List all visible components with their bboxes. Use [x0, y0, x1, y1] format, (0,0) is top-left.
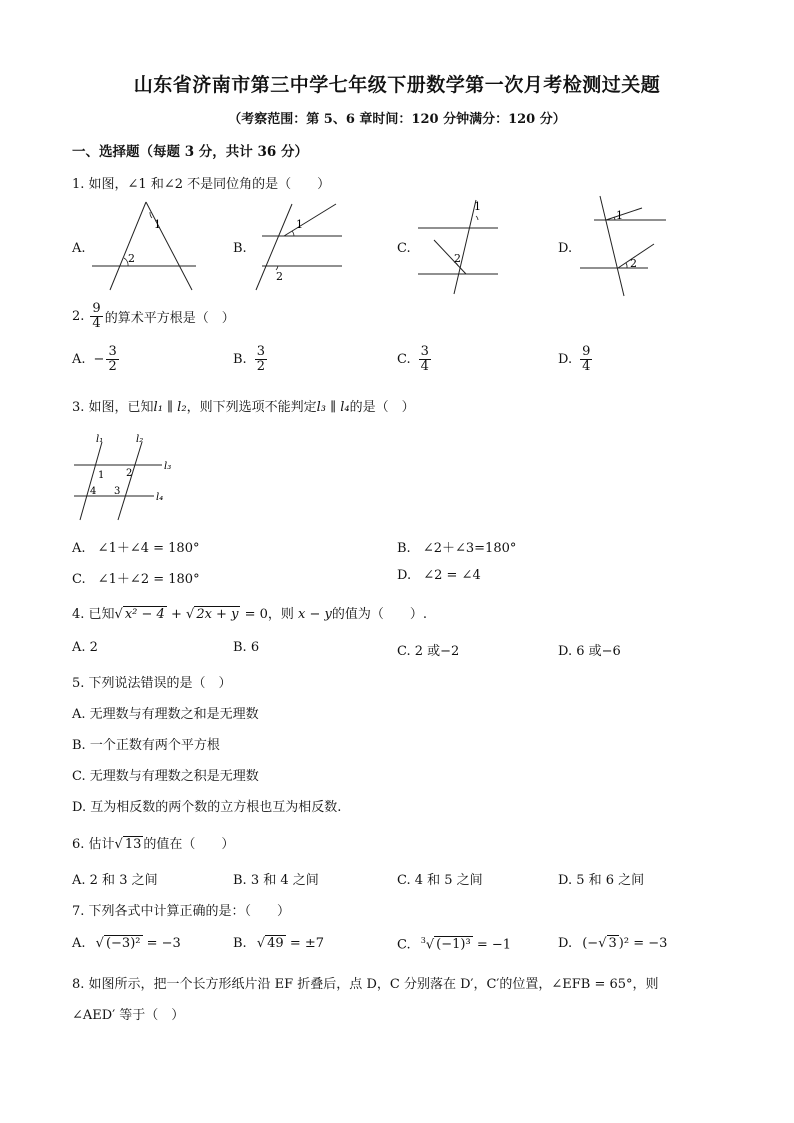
q6-option-d: D. 5 和 6 之间 — [558, 873, 645, 888]
q4-expr: x − y — [298, 607, 332, 622]
q2-option-a-label: A. — [72, 351, 86, 367]
q1d-angle-1: 1 — [616, 209, 623, 222]
sqrt-symbol-icon: √ — [114, 607, 123, 622]
q2-option-c — [397, 345, 433, 373]
q1-option-b-label: B. — [233, 241, 247, 256]
q2-option-d-label: D. — [558, 351, 573, 367]
sqrt-symbol-icon: √ — [186, 607, 195, 622]
q3-angle-3: 3 — [114, 486, 121, 497]
q1-option-a-label: A. — [72, 241, 86, 256]
q3-option-d-label: D. — [397, 568, 412, 583]
q2-option-a-num: 3 — [108, 344, 117, 359]
q3-stem-e: 的是（ ） — [349, 400, 415, 415]
q3-label-l1: l₁ — [96, 434, 104, 445]
q1b-angle-2: 2 — [276, 270, 283, 283]
q3-stem-b: l₁ ∥ l₂ — [153, 400, 187, 415]
question-2-stem — [72, 302, 235, 330]
q7-option-a-tail: = −3 — [146, 936, 181, 951]
q7-option-c-radicand: (−1)³ — [436, 937, 471, 953]
q2-stem-tail: 的算术平方根是（ ） — [104, 310, 235, 326]
q7-option-b-label: B. — [233, 936, 247, 951]
q3-angle-4: 4 — [90, 486, 97, 497]
question-5-stem: 5. 下列说法错误的是（ ） — [72, 676, 232, 691]
q4-option-b: B. 6 — [233, 640, 260, 655]
q5-option-d: D. 互为相反数的两个数的立方根也互为相反数. — [72, 800, 342, 815]
q1a-angle-1: 1 — [154, 218, 161, 231]
q3-angle-1: 1 — [98, 470, 105, 481]
q2-option-b-label: B. — [233, 351, 247, 367]
q2-option-c-fraction — [419, 345, 431, 373]
q2-option-b-den: 2 — [256, 358, 265, 374]
q2-fraction-numerator: 9 — [92, 301, 101, 316]
q2-option-d — [558, 345, 594, 373]
q3-option-c-text: ∠1＋∠2 = 180° — [97, 572, 200, 587]
sqrt-symbol-icon: √ — [256, 936, 266, 951]
q3-stem-c: ，则下列选项不能判定 — [186, 400, 317, 415]
q7-option-d-tail: )² = −3 — [618, 936, 668, 951]
q7-option-b-radicand: 49 — [267, 936, 284, 951]
q4-eq: = 0，则 — [244, 607, 294, 622]
q1b-angle-1: 1 — [296, 218, 303, 231]
q2-option-c-label: C. — [397, 351, 411, 367]
question-7-stem: 7. 下列各式中计算正确的是：（ ） — [72, 904, 291, 919]
question-8-line-2: ∠AED′ 等于（ ） — [72, 1008, 185, 1023]
q6-stem-a: 6. 估计 — [72, 837, 115, 852]
question-3-stem — [72, 396, 415, 415]
q7-option-c-tail: = −1 — [476, 937, 512, 953]
q3-option-d-text: ∠2 = ∠4 — [423, 568, 481, 583]
q3-stem-d: l₃ ∥ l₄ — [316, 400, 350, 415]
q4-option-c: C. 2 或−2 — [397, 644, 460, 659]
q2-fraction-denominator: 4 — [92, 315, 101, 331]
q6-option-a: A. 2 和 3 之间 — [72, 873, 158, 888]
q4-stem-b: 的值为（ ）. — [331, 607, 427, 622]
q6-option-b: B. 3 和 4 之间 — [233, 873, 319, 888]
q7-option-d — [558, 936, 667, 951]
q1a-angle-2: 2 — [128, 252, 135, 265]
question-1-stem: 1. 如图，∠1 和∠2 不是同位角的是（ ） — [72, 177, 331, 192]
q1-figure-d — [576, 192, 672, 298]
q3-label-l2: l₂ — [136, 434, 144, 445]
q7-option-a-radicand: (−3)² — [105, 936, 141, 951]
question-6-stem — [72, 833, 234, 852]
q3-label-l4: l₄ — [156, 492, 164, 503]
q7-option-c-index: 3 — [420, 936, 426, 945]
question-4-stem — [72, 603, 427, 622]
q1c-angle-2: 2 — [454, 252, 461, 265]
q2-option-b-num: 3 — [256, 344, 265, 359]
q1-figure-b — [250, 200, 350, 296]
q3-option-b — [397, 537, 516, 556]
q3-option-c — [72, 568, 200, 587]
q3-option-b-text: ∠2＋∠3=180° — [422, 541, 517, 556]
q2-option-d-num: 9 — [582, 344, 591, 359]
q3-label-l3: l₃ — [164, 461, 172, 472]
q7-option-d-radicand: 3 — [608, 936, 617, 951]
q2-option-b — [233, 345, 269, 373]
q4-radicand-2: 2x + y — [196, 607, 239, 622]
q1-option-c-label: C. — [397, 241, 411, 256]
q7-option-a-label: A. — [72, 936, 86, 951]
q1-figure-a — [88, 198, 200, 294]
q4-radicand-1: x² − 4 — [124, 607, 165, 622]
q7-option-a — [72, 936, 181, 951]
q2-option-a-fraction — [106, 345, 118, 373]
q4-option-d: D. 6 或−6 — [558, 644, 621, 659]
page-subtitle: （考察范围：第 5、6 章时间：120 分钟满分：120 分） — [228, 112, 566, 127]
q2-option-a-sign: − — [93, 351, 105, 367]
q6-option-c: C. 4 和 5 之间 — [397, 873, 483, 888]
q6-radicand: 13 — [124, 837, 142, 852]
q7-option-d-label: D. — [558, 936, 573, 951]
cbrt-symbol-icon: √ — [425, 937, 435, 953]
q2-option-a — [72, 345, 121, 373]
q3-option-c-label: C. — [72, 572, 86, 587]
q1c-angle-1: 1 — [474, 200, 481, 213]
q3-option-a-label: A. — [72, 541, 86, 556]
q3-option-a-text: ∠1＋∠4 = 180° — [97, 541, 200, 556]
q3-option-b-label: B. — [397, 541, 411, 556]
q7-option-b-tail: = ±7 — [289, 936, 325, 951]
q7-option-c-label: C. — [397, 937, 411, 953]
q2-option-d-den: 4 — [582, 358, 591, 374]
page-title: 山东省济南市第三中学七年级下册数学第一次月考检测过关题 — [133, 74, 661, 96]
q5-option-c: C. 无理数与有理数之积是无理数 — [72, 769, 259, 784]
q5-option-a: A. 无理数与有理数之和是无理数 — [72, 707, 259, 722]
q1-option-d-label: D. — [558, 241, 573, 256]
q1d-angle-2: 2 — [630, 257, 637, 270]
q3-figure — [70, 432, 180, 522]
q2-option-b-fraction — [255, 345, 267, 373]
sqrt-symbol-icon: √ — [95, 936, 104, 951]
q1-figure-c — [414, 196, 504, 296]
q3-option-d — [397, 568, 481, 583]
question-8-line-1: 8. 如图所示，把一个长方形纸片沿 EF 折叠后，点 D，C 分别落在 D′，C′的位置，∠EFB = 65°，则 — [72, 977, 659, 992]
q3-option-a — [72, 537, 199, 556]
q6-stem-b: 的值在（ ） — [143, 837, 235, 852]
q2-option-d-fraction — [580, 345, 592, 373]
q4-stem-a: 4. 已知 — [72, 607, 115, 622]
q2-option-a-den: 2 — [108, 358, 117, 374]
q2-option-c-num: 3 — [420, 344, 429, 359]
q2-number: 2. — [72, 308, 85, 324]
q3-angle-2: 2 — [126, 468, 133, 479]
q7-option-b — [233, 936, 324, 951]
sqrt-symbol-icon: √ — [114, 837, 123, 852]
q7-option-c — [397, 936, 511, 952]
q4-option-a: A. 2 — [72, 640, 98, 655]
q4-plus: + — [170, 607, 182, 622]
q3-stem-a: 3. 如图，已知 — [72, 400, 154, 415]
sqrt-symbol-icon: √ — [598, 936, 607, 951]
q5-option-b: B. 一个正数有两个平方根 — [72, 738, 220, 753]
q2-fraction — [90, 302, 102, 330]
q2-option-c-den: 4 — [420, 358, 429, 374]
section-heading: 一、选择题（每题 3 分，共计 36 分） — [72, 144, 308, 160]
q7-option-d-pre: (− — [582, 936, 599, 951]
